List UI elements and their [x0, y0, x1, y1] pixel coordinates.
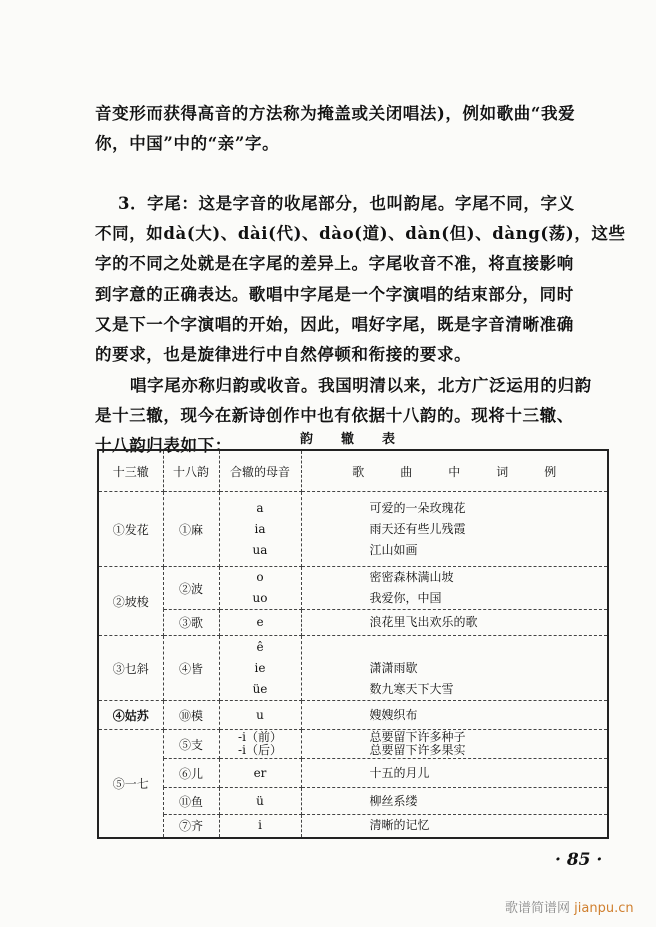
text-line: 的要求，也是旋律进行中自然停顿和衔接的要求。 — [95, 345, 472, 364]
yun-cell: ③歌 — [163, 610, 219, 636]
vowel: a — [256, 500, 264, 515]
vowel: uo — [252, 591, 268, 605]
text-line: 不同，如dà(大)、dài(代)、dào(道)、dàn(但)、dàng(荡)，这些 — [95, 224, 626, 243]
table-row — [98, 788, 608, 815]
vowel: er — [253, 765, 267, 780]
header-lyrics: 歌 曲 中 词 例 — [301, 450, 608, 492]
lyrics-cell — [301, 788, 608, 815]
text-line: 唱字尾亦称归韵或收音。我国明清以来，北方广泛运用的归韵 — [130, 376, 592, 395]
table-row — [98, 701, 608, 730]
text-line: 字的不同之处就是在字尾的差异上。字尾收音不准，将直接影响 — [95, 254, 574, 273]
title-char: 辙 — [341, 432, 355, 447]
text-line: 音变形而获得高音的方法称为掩盖或关闭唱法)，例如歌曲“我爱 — [95, 104, 576, 123]
vowel: u — [256, 707, 264, 722]
vowels-cell — [219, 610, 301, 636]
table-row — [98, 636, 608, 701]
yun-cell: ⑤支 — [163, 730, 219, 759]
zhe-cell: ③乜斜 — [98, 636, 163, 701]
lyric-line: 嫂嫂织布 — [369, 707, 418, 722]
vowel: i — [258, 818, 262, 833]
lyric-line: 雨天还有些儿残霞 — [369, 521, 466, 536]
lyrics-cell — [301, 492, 608, 567]
lyrics-cell — [301, 730, 608, 759]
header-vowels: 合辙的母音 — [219, 450, 301, 492]
lyric-line: 总要留下许多种子 — [369, 730, 466, 744]
title-char: 表 — [382, 432, 396, 447]
vowel: o — [256, 570, 264, 584]
table-row — [98, 759, 608, 788]
text-line: 又是下一个字演唱的开始，因此，唱好字尾，既是字音清晰准确 — [95, 315, 574, 334]
table-row — [98, 730, 608, 759]
lyric-line — [370, 637, 608, 658]
zhe-cell: ④姑苏 — [98, 701, 163, 730]
vowel: üe — [252, 681, 268, 696]
vowel: ü — [256, 793, 264, 808]
yun-cell: ①麻 — [163, 492, 219, 567]
lyrics-cell — [301, 567, 608, 610]
yun-cell: ②波 — [163, 567, 219, 610]
vowels-cell — [219, 788, 301, 815]
lyric-line: 十五的月儿 — [369, 765, 430, 780]
yun-cell: ⑥儿 — [163, 759, 219, 788]
lyric-line: 浪花里飞出欢乐的歌 — [369, 615, 478, 629]
table-row — [98, 567, 608, 610]
vowel: ê — [256, 639, 264, 654]
vowel: -i（前） — [238, 730, 282, 744]
lyrics-cell — [301, 610, 608, 636]
lyrics-cell — [301, 636, 608, 701]
rhyme-table — [97, 449, 609, 839]
vowel: ia — [254, 521, 266, 536]
vowels-cell — [219, 636, 301, 701]
vowel: ua — [252, 542, 268, 557]
yun-cell: ⑪鱼 — [163, 788, 219, 815]
lyric-line: 潇潇雨歇 — [369, 660, 418, 675]
vowel: ie — [254, 660, 266, 675]
page-number: · 85 · — [555, 850, 603, 870]
zhe-cell: ①发花 — [98, 492, 163, 567]
text-line: 3．字尾：这是字音的收尾部分，也叫韵尾。字尾不同，字义 — [118, 194, 575, 213]
lyric-line: 柳丝系缕 — [369, 793, 418, 808]
vowels-cell — [219, 567, 301, 610]
table-row — [98, 610, 608, 636]
zhe-cell: ⑤一七 — [98, 730, 163, 838]
watermark: 歌谱简谱网 jianpu.cn — [505, 901, 634, 916]
table-row — [98, 492, 608, 567]
table-row — [98, 815, 608, 838]
header-13-zhe: 十三辙 — [98, 450, 163, 492]
text-line: 到字意的正确表达。歌唱中字尾是一个字演唱的结束部分，同时 — [95, 285, 574, 304]
header-18-yun: 十八韵 — [163, 450, 219, 492]
text-line: 你，中国”中的“亲”字。 — [95, 134, 280, 153]
lyric-line: 总要留下许多果实 — [369, 743, 466, 757]
vowels-cell — [219, 701, 301, 730]
title-char: 韵 — [300, 432, 314, 447]
lyric-line: 江山如画 — [369, 542, 418, 557]
yun-cell: ⑩模 — [163, 701, 219, 730]
lyrics-cell — [301, 759, 608, 788]
lyric-line: 可爱的一朵玫瑰花 — [369, 500, 466, 515]
text-line: 十八韵归表如下： — [95, 436, 232, 455]
yun-cell: ④皆 — [163, 636, 219, 701]
lyrics-cell — [301, 701, 608, 730]
lyric-line: 数九寒天下大雪 — [369, 681, 454, 696]
yun-cell: ⑦齐 — [163, 815, 219, 838]
vowels-cell — [219, 759, 301, 788]
vowels-cell — [219, 730, 301, 759]
lyric-line: 我爱你，中国 — [369, 591, 442, 605]
vowels-cell — [219, 815, 301, 838]
lyric-line: 密密森林满山坡 — [369, 570, 454, 584]
table-title — [300, 428, 423, 447]
lyrics-cell — [301, 815, 608, 838]
table-header-row — [98, 450, 608, 492]
vowel: -i（后） — [238, 743, 282, 757]
vowel: e — [256, 615, 264, 629]
text-line: 是十三辙，现今在新诗创作中也有依据十八韵的。现将十三辙、 — [95, 406, 574, 425]
lyric-line: 清晰的记忆 — [369, 818, 430, 833]
vowels-cell — [219, 492, 301, 567]
zhe-cell: ②坡梭 — [98, 567, 163, 636]
